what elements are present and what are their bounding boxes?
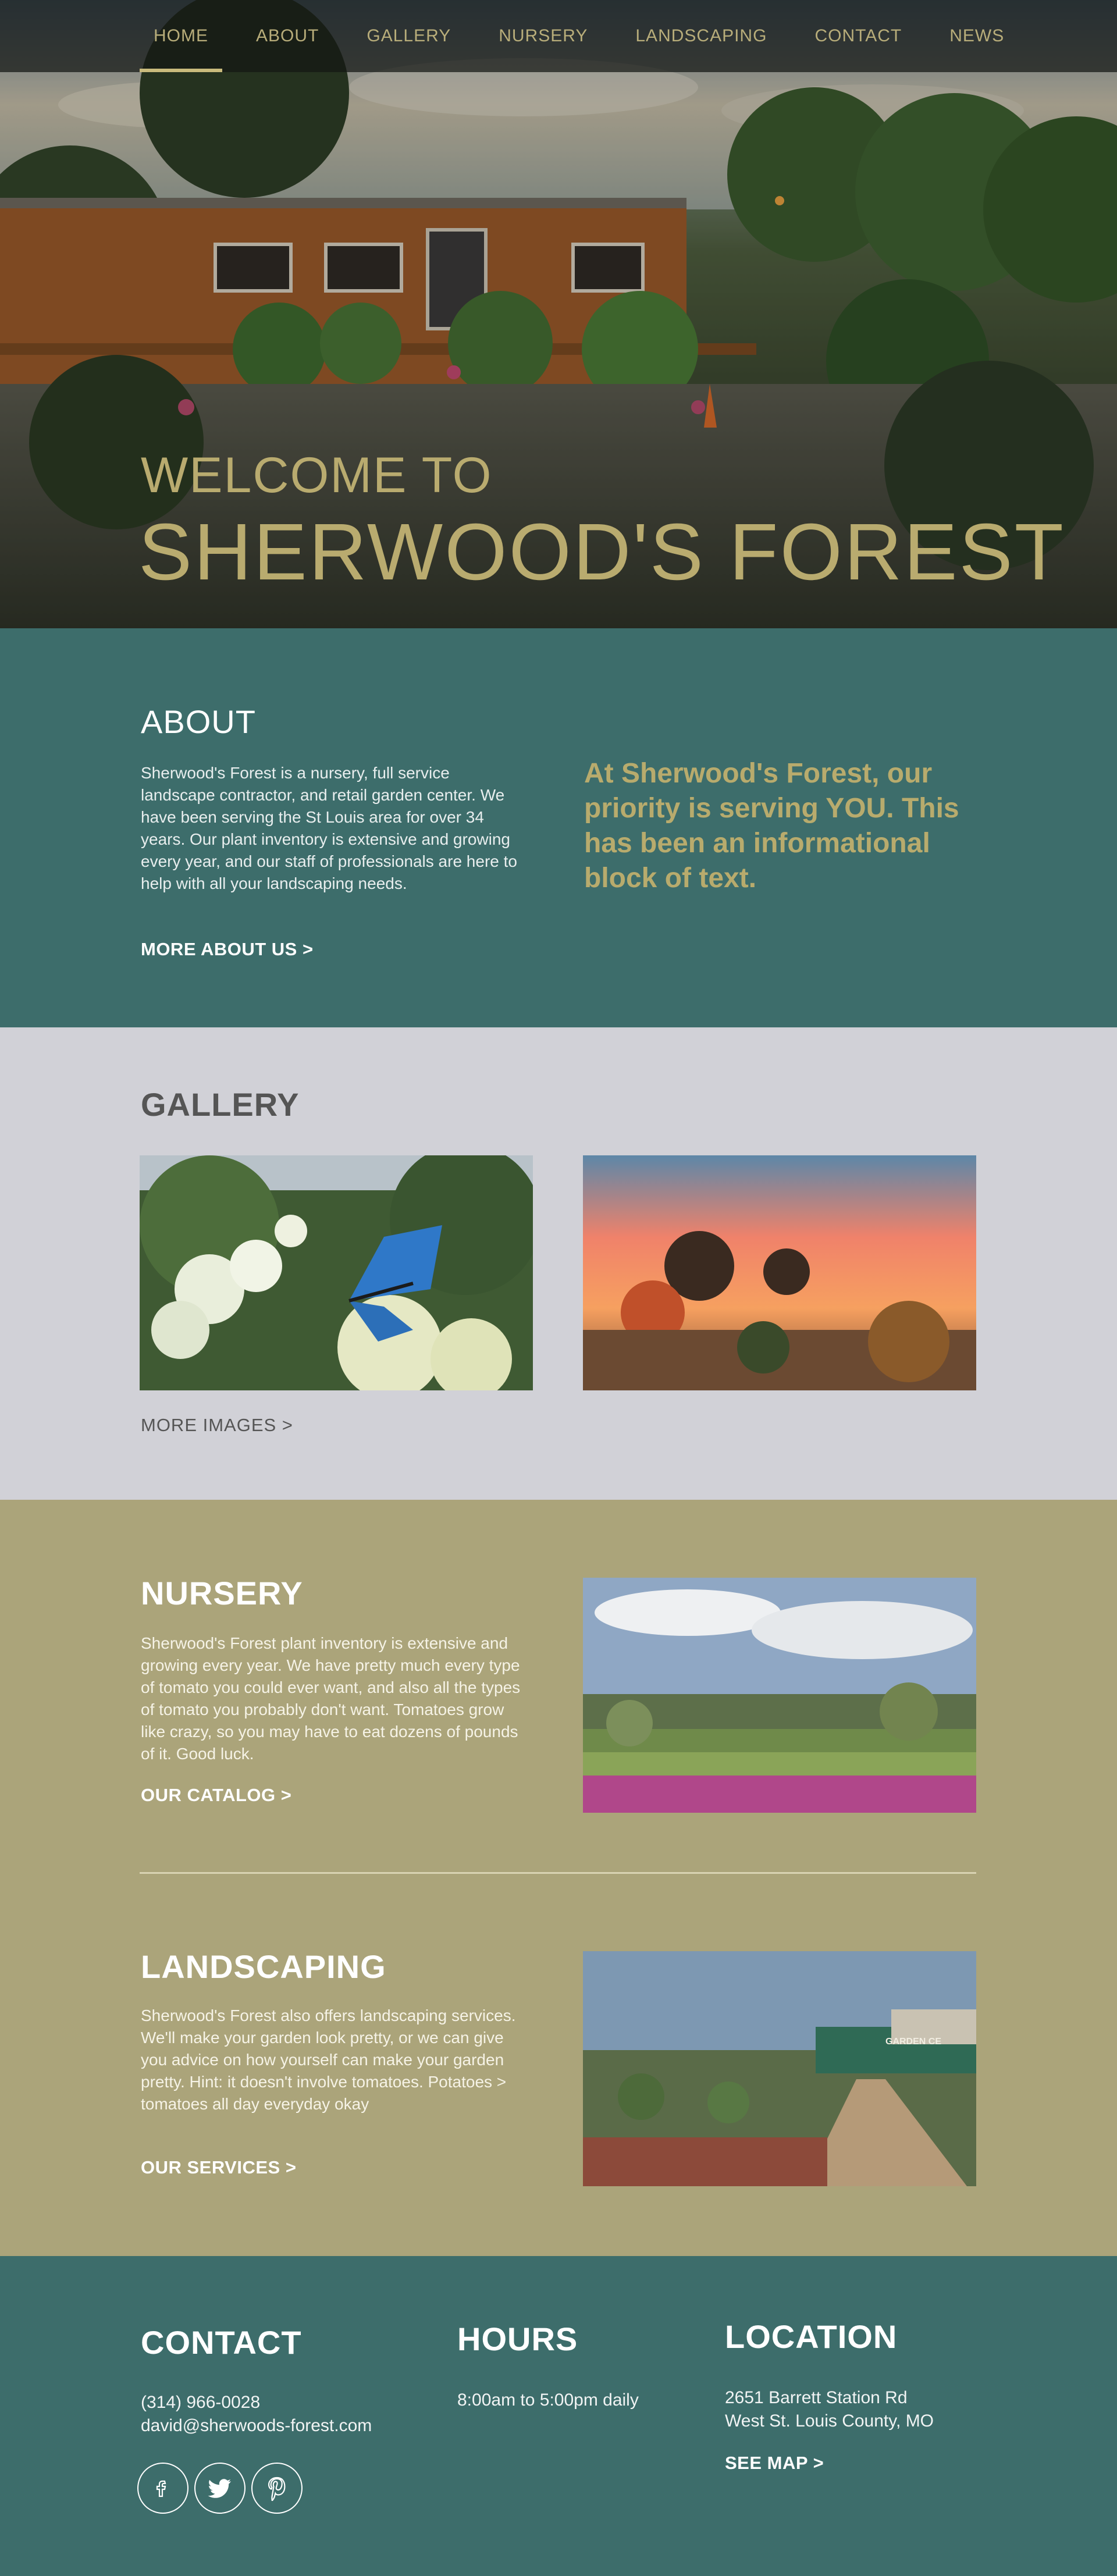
nursery-text: Sherwood's Forest plant inventory is extensive and growing every year. We have pretty much every type of tomato you could ever want, and also all the types of tomato you probably don't want. Tomatoes grow like crazy, so you may have to eat dozens of pounds of it. Good luck. [141,1634,521,1763]
main-navigation [0,0,1117,72]
hours-text: 8:00am to 5:00pm daily [457,2390,639,2410]
garden-center-sign: GARDEN CE [885,2037,942,2047]
nav-item-label: NEWS [949,26,1005,45]
nav-item-label: CONTACT [814,26,902,45]
pinterest-icon[interactable] [251,2463,303,2514]
gallery-image-sunset[interactable] [583,1155,976,1390]
contact-heading: CONTACT [141,2324,302,2361]
footer-section [0,2256,1117,2576]
hero-title-block [138,447,1065,597]
hero-section [0,0,1117,628]
contact-email[interactable]: david@sherwoods-forest.com [141,2416,372,2435]
nav-item-about[interactable] [242,0,333,72]
hero-title: SHERWOOD'S FOREST [138,507,1065,597]
about-section [0,628,1117,1027]
nursery-image [583,1578,976,1813]
hours-heading: HOURS [457,2321,578,2357]
gallery-image-butterfly[interactable] [140,1155,533,1390]
more-about-us-link[interactable]: MORE ABOUT US > [141,939,314,959]
location-address-line1: 2651 Barrett Station Rd [725,2388,908,2407]
landscaping-text: Sherwood's Forest also offers landscaping services. We'll make your garden look pretty, or we can give you advice on how yourself can make your garden pretty. Hint: it doesn't involve tomatoes. Potatoes > tomatoes all day everyday okay [141,2006,516,2113]
nav-item-nursery[interactable] [485,0,602,72]
about-heading: ABOUT [141,703,256,740]
nav-item-news[interactable] [935,0,1018,72]
section-divider [140,1872,976,1874]
gallery-heading: GALLERY [141,1086,300,1123]
our-catalog-link[interactable]: OUR CATALOG > [141,1785,292,1805]
social-links [137,2463,308,2514]
landscaping-image [583,1951,976,2186]
location-address-line2: West St. Louis County, MO [725,2411,934,2431]
facebook-icon[interactable] [137,2463,188,2514]
see-map-link[interactable]: SEE MAP > [725,2453,824,2473]
services-section [0,1500,1117,2256]
about-text: Sherwood's Forest is a nursery, full service landscape contractor, and retail garden center. We have been serving the St Louis area for over 34 years. Our plant inventory is extensive and growing every year, and our staff of professionals are here to help with all your landscaping needs. [141,764,517,892]
gallery-section [0,1027,1117,1500]
nursery-heading: NURSERY [141,1575,303,1611]
nav-item-label: LANDSCAPING [635,26,767,45]
nav-item-label: NURSERY [499,26,588,45]
nav-item-gallery[interactable] [353,0,465,72]
our-services-link[interactable]: OUR SERVICES > [141,2157,297,2177]
nav-item-landscaping[interactable] [621,0,781,72]
nav-item-label: ABOUT [256,26,319,45]
more-images-link[interactable]: MORE IMAGES > [141,1415,293,1435]
contact-phone[interactable]: (314) 966-0028 [141,2393,261,2412]
nav-item-label: GALLERY [367,26,451,45]
location-heading: LOCATION [725,2318,898,2355]
about-quote: At Sherwood's Forest, our priority is serving YOU. This has been an informational block of text. [584,758,959,894]
hero-subtitle: WELCOME TO [141,447,493,503]
nav-item-home[interactable] [140,0,222,72]
nav-item-contact[interactable] [801,0,916,72]
landscaping-heading: LANDSCAPING [141,1948,386,1985]
twitter-icon[interactable] [194,2463,246,2514]
nav-item-label: HOME [154,26,208,45]
